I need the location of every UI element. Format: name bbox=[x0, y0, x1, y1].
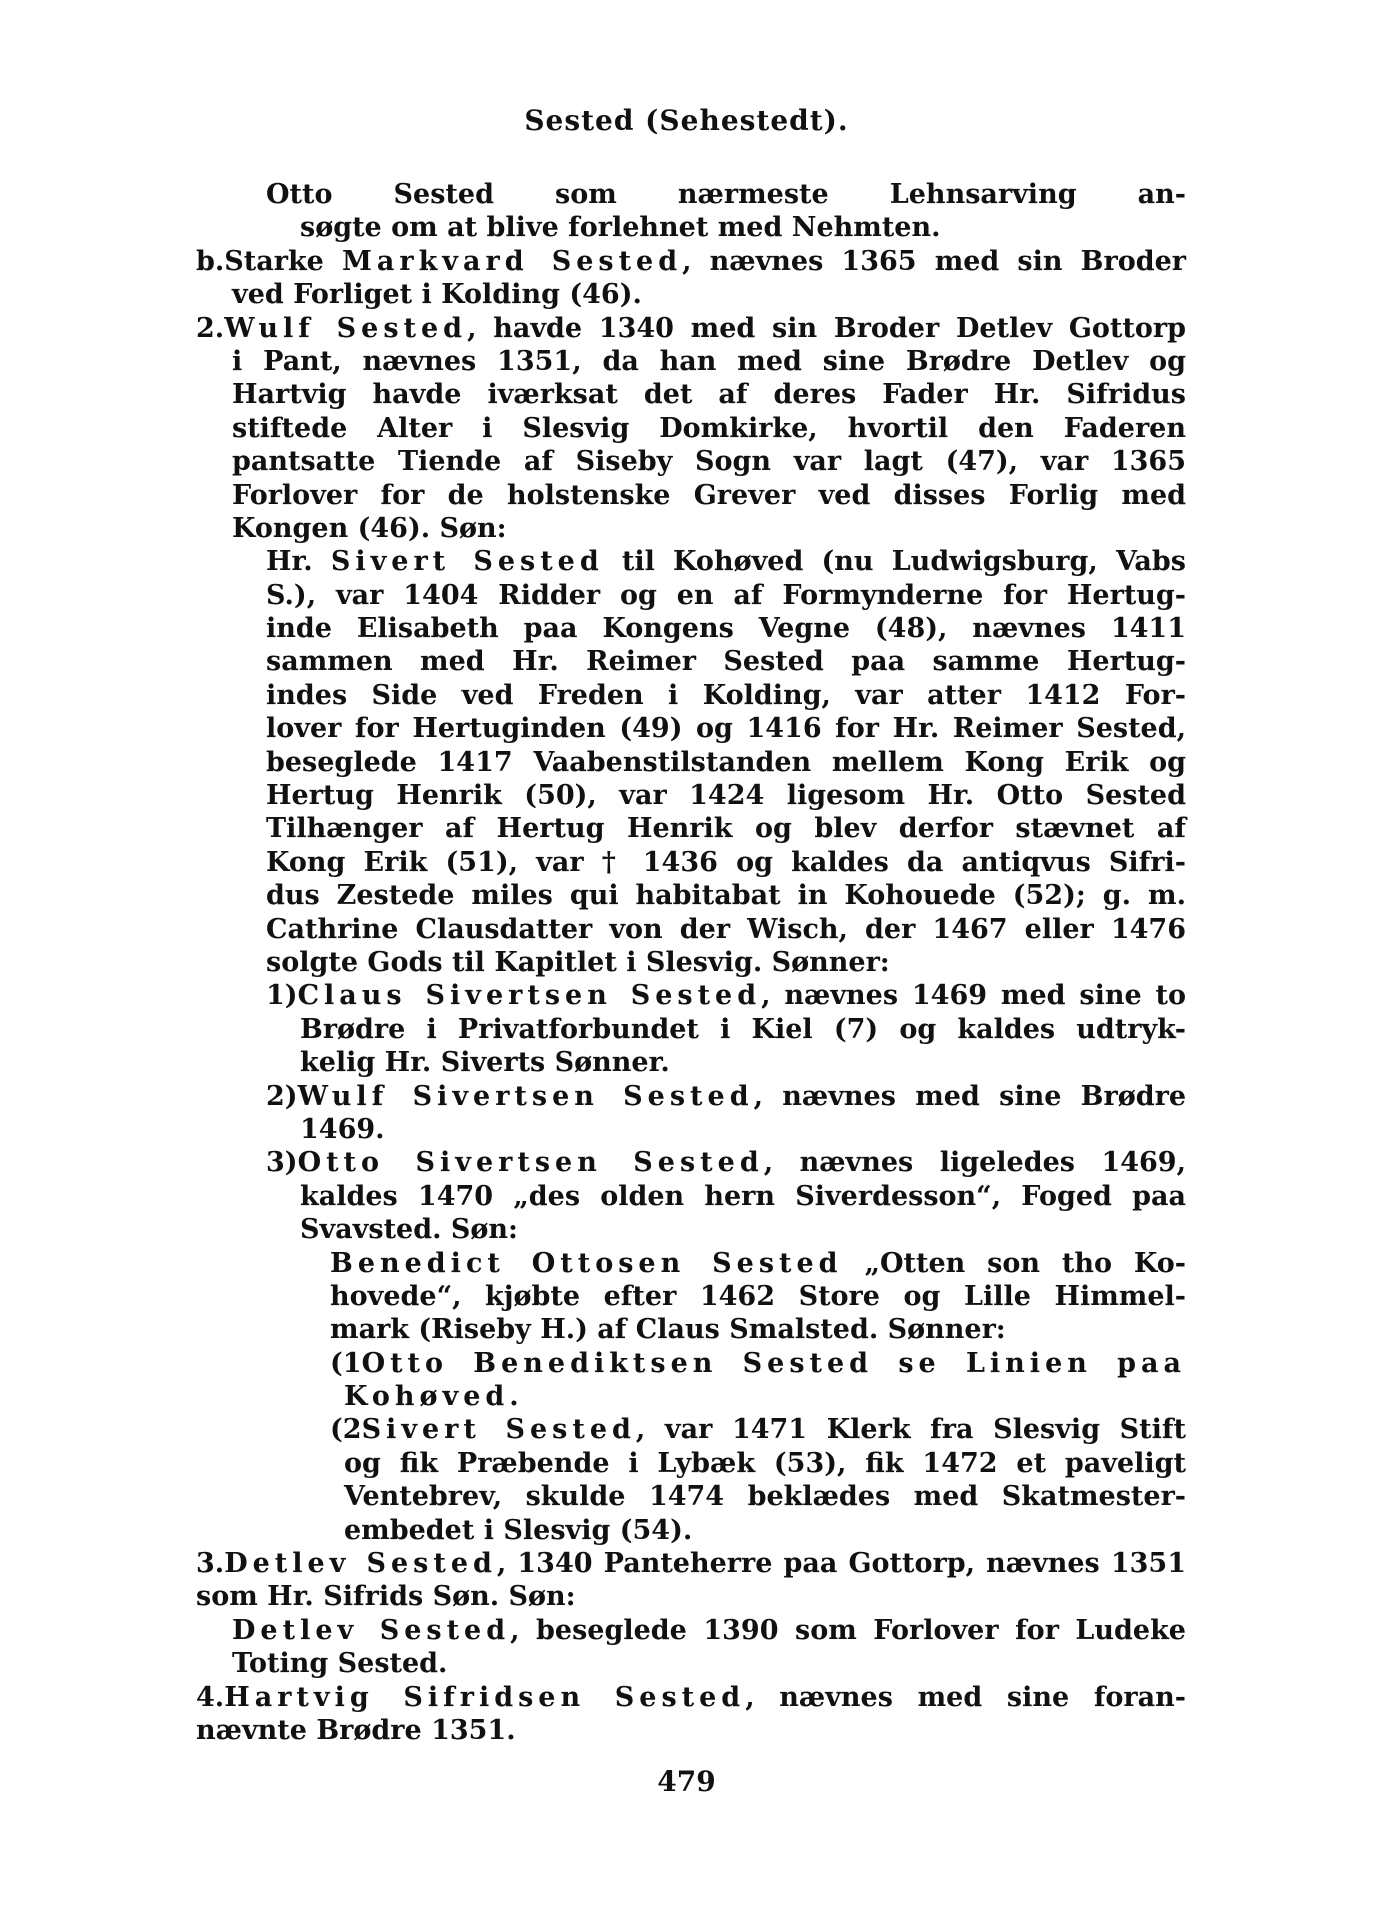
text-line: Cathrine Clausdatter von der Wisch, der 1467 eller 1476 bbox=[266, 913, 1186, 945]
person-name: Claus Sivertsen Sested bbox=[297, 980, 762, 1012]
text-line: Otto Sested som nærmeste Lehnsarving an- bbox=[266, 179, 1186, 210]
text-line: Brødre i Privatforbundet i Kiel (7) og kaldes udtryk- bbox=[300, 1013, 1186, 1045]
text-line: Ventebrev, skulde 1474 beklædes med Skatmester- bbox=[344, 1481, 1186, 1513]
text-line: embedet i Slesvig (54). bbox=[344, 1514, 693, 1546]
text-line: Hertug Henrik (50), var 1424 ligesom Hr. Otto Sested bbox=[266, 780, 1186, 812]
text-line: sammen med Hr. Reimer Sested paa samme Hertug- bbox=[266, 646, 1186, 678]
text-line: (1Otto Benediktsen Sested se Linien paa bbox=[330, 1347, 1186, 1379]
text-line: 3)Otto Sivertsen Sested, nævnes ligeledes 1469, bbox=[266, 1147, 1186, 1179]
person-name: Detlev Sested bbox=[232, 1614, 511, 1646]
text-line: mark (Riseby H.) af Claus Smalsted. Sønner: bbox=[330, 1314, 1006, 1346]
text-line: kelig Hr. Siverts Sønner. bbox=[300, 1047, 670, 1079]
person-name: Sivert Sested bbox=[330, 546, 604, 578]
text-line: S.), var 1404 Ridder og en af Formynderne for Hertug- bbox=[266, 579, 1186, 611]
body-text bbox=[196, 178, 1186, 1747]
person-name: Otto Sivertsen Sested bbox=[297, 1147, 764, 1179]
text-line: Kong Erik (51), var † 1436 og kaldes da antiqvus Sifri- bbox=[266, 846, 1186, 878]
text-line: Hartvig havde iværksat det af deres Fader Hr. Sifridus bbox=[232, 379, 1186, 411]
text-line: stiftede Alter i Slesvig Domkirke, hvortil den Faderen bbox=[232, 412, 1186, 444]
text-line: Svavsted. Søn: bbox=[300, 1214, 519, 1246]
person-name: Otto Benediktsen Sested se Linien paa bbox=[361, 1347, 1186, 1379]
text-line: Benedict Ottosen Sested „Otten son tho Ko- bbox=[330, 1247, 1186, 1279]
text-line: indes Side ved Freden i Kolding, var atter 1412 For- bbox=[266, 679, 1186, 711]
page-number: 479 bbox=[657, 1765, 716, 1798]
text-line: 4.Hartvig Sifridsen Sested, nævnes med sine foran- bbox=[196, 1681, 1186, 1713]
text-line: 1)Claus Sivertsen Sested, nævnes 1469 med sine to bbox=[266, 980, 1187, 1012]
text-line: 2.Wulf Sested, havde 1340 med sin Broder Detlev Gottorp bbox=[196, 312, 1186, 344]
person-name: Hartvig Sifridsen Sested bbox=[224, 1681, 746, 1713]
text-line: i Pant, nævnes 1351, da han med sine Brødre Detlev og bbox=[232, 345, 1186, 377]
text-line: søgte om at blive forlehnet med Nehmten. bbox=[300, 212, 941, 244]
text-line: Detlev Sested, beseglede 1390 som Forlover for Ludeke bbox=[232, 1614, 1186, 1646]
text-line: pantsatte Tiende af Siseby Sogn var lagt (47), var 1365 bbox=[232, 446, 1186, 478]
text-line: beseglede 1417 Vaabenstilstanden mellem Kong Erik og bbox=[266, 746, 1186, 778]
text-line: Kohøved. bbox=[344, 1381, 524, 1413]
person-name: Detlev Sested bbox=[224, 1548, 497, 1580]
text-line: solgte Gods til Kapitlet i Slesvig. Sønner: bbox=[266, 946, 890, 978]
text-line: Toting Sested. bbox=[232, 1648, 448, 1680]
text-line: hovede“, kjøbte efter 1462 Store og Lille Himmel- bbox=[330, 1280, 1186, 1312]
text-line: Hr. Sivert Sested til Kohøved (nu Ludwigsburg, Vabs bbox=[266, 546, 1187, 578]
text-line: (2Sivert Sested, var 1471 Klerk fra Slesvig Stift bbox=[330, 1414, 1187, 1446]
text-line: lover for Hertuginden (49) og 1416 for Hr. Reimer Sested, bbox=[266, 713, 1186, 745]
text-line: 2)Wulf Sivertsen Sested, nævnes med sine Brødre bbox=[266, 1080, 1186, 1112]
person-name: Sivert Sested bbox=[361, 1414, 636, 1446]
text-line: nævnte Brødre 1351. bbox=[196, 1714, 516, 1746]
text-line: inde Elisabeth paa Kongens Vegne (48), nævnes 1411 bbox=[266, 613, 1186, 645]
text-line: Forlover for de holstenske Grever ved disses Forlig med bbox=[232, 479, 1186, 511]
text-line: Kongen (46). Søn: bbox=[232, 512, 507, 544]
text-line: 1469. bbox=[300, 1113, 385, 1145]
text-line: ved Forliget i Kolding (46). bbox=[232, 279, 642, 311]
text-line: dus Zestede miles qui habitabat in Kohouede (52); g. m. bbox=[266, 880, 1186, 912]
person-name: Wulf Sivertsen Sested bbox=[297, 1080, 754, 1112]
text-line: og fik Præbende i Lybæk (53), fik 1472 et paveligt bbox=[344, 1447, 1186, 1479]
running-header: Sested (Sehestedt). bbox=[524, 104, 849, 137]
text-line: kaldes 1470 „des olden hern Siverdesson“, Foged paa bbox=[300, 1180, 1186, 1212]
text-line: Tilhænger af Hertug Henrik og blev derfor stævnet af bbox=[266, 813, 1186, 845]
person-name: Wulf Sested bbox=[224, 312, 468, 344]
person-name: Markvard Sested bbox=[341, 245, 683, 277]
text-line: som Hr. Sifrids Søn. Søn: bbox=[196, 1581, 576, 1613]
text-line: b.Starke Markvard Sested, nævnes 1365 med sin Broder bbox=[196, 245, 1186, 277]
person-name: Benedict Ottosen Sested bbox=[330, 1247, 843, 1279]
text-line: 3.Detlev Sested, 1340 Panteherre paa Gottorp, nævnes 1351 bbox=[196, 1548, 1186, 1580]
